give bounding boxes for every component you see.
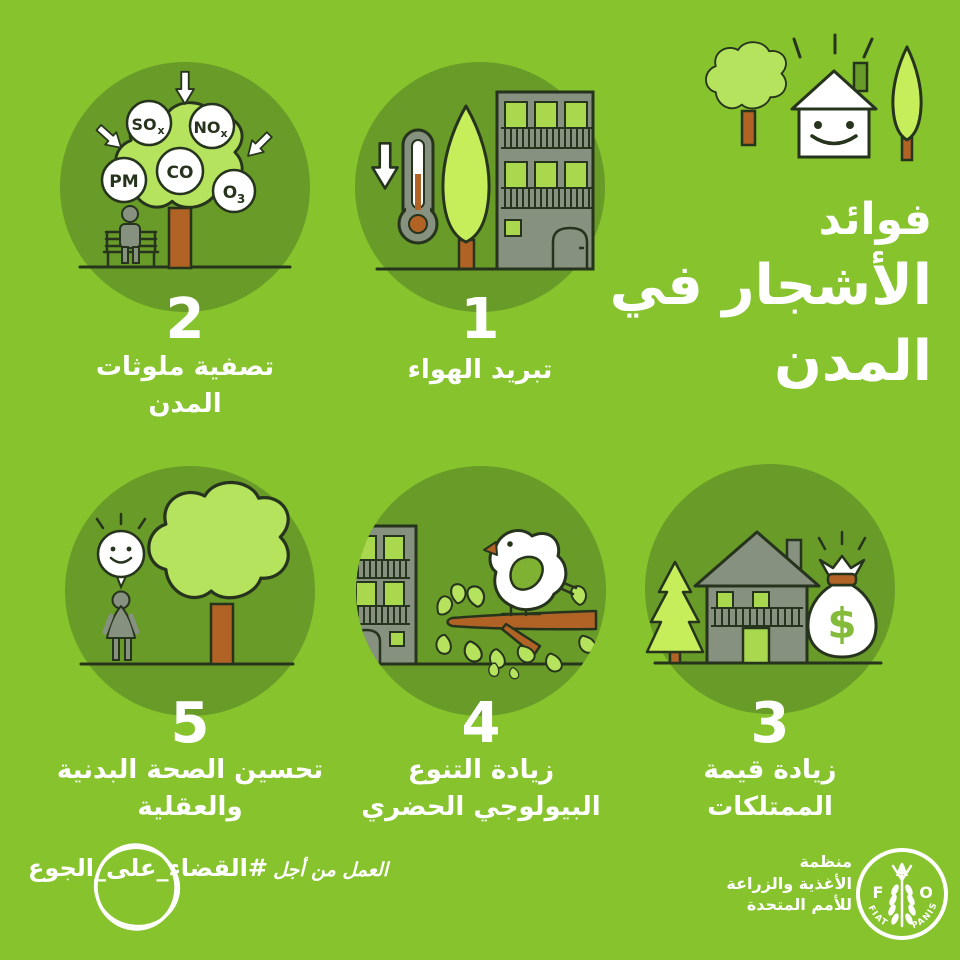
woman-icon [105, 592, 137, 661]
big-tree-icon [149, 482, 288, 664]
title-line-2: الأشجار في [609, 253, 932, 318]
thermometer-icon [399, 130, 437, 243]
house-icon [695, 532, 819, 663]
bird-icon [484, 531, 576, 615]
benefit-circle-health [65, 466, 315, 716]
fao-motto-fiat: FIAT [865, 903, 890, 930]
round-tree-icon [706, 42, 786, 145]
benefit-circle-pollutants [60, 62, 310, 312]
campaign-script-text: العمل من أجل [273, 859, 388, 881]
benefit-caption-5: تحسين الصحة البدنية والعقلية [56, 755, 324, 822]
apartment-building-icon [497, 92, 593, 269]
money-bag-icon [808, 532, 876, 657]
happy-house-icon [792, 35, 876, 157]
pollutant-sox: SO [131, 115, 157, 134]
benefit-circle-property [645, 464, 895, 714]
fao-letter-a: A [895, 861, 909, 880]
benefit-number-5: 5 [170, 691, 210, 756]
header-icons [702, 33, 934, 163]
sitting-person-icon [120, 206, 140, 263]
benefit-caption-4: زيادة التنوع البيولوجي الحضري [361, 755, 601, 822]
pollutant-nox: NO [193, 118, 221, 137]
cypress-tree-icon [893, 47, 921, 160]
benefit-circle-cooling [355, 62, 605, 312]
svg-text:3: 3 [236, 192, 246, 206]
benefit-number-4: 4 [461, 691, 501, 756]
pollutant-pm: PM [109, 172, 139, 192]
fao-logo-icon [854, 846, 950, 942]
title-line-1: فوائد [818, 194, 932, 245]
campaign-hashtag: #القضاء_على_الجوع [28, 854, 268, 882]
title-line-3: المدن [774, 329, 932, 394]
cypress-tree-icon [443, 106, 489, 269]
benefit-caption-1: تبريد الهواء [407, 355, 553, 385]
svg-text:PANIS [910, 901, 939, 932]
fao-motto-panis: PANIS [910, 900, 940, 932]
campaign-line [22, 854, 394, 924]
pine-tree-icon [647, 562, 703, 663]
benefit-number-3: 3 [750, 691, 790, 756]
svg-text:x: x [157, 124, 165, 137]
pollutant-o3: O [222, 183, 238, 203]
page-title [610, 192, 932, 400]
fao-letter-o: O [919, 883, 933, 902]
benefit-circle-biodiversity [356, 466, 606, 716]
temperature-down-arrow-icon [372, 143, 397, 188]
apartment-building-icon [356, 526, 416, 664]
benefit-number-2: 2 [165, 287, 205, 352]
pollutant-co: CO [166, 163, 194, 183]
fao-name: منظمة الأغذية والزراعة للأمم المتحدة [726, 852, 852, 914]
fao-letter-f: F [872, 883, 884, 902]
svg-text:x: x [220, 127, 228, 140]
happy-thought-bubble-icon [97, 514, 145, 587]
benefit-number-1: 1 [460, 287, 500, 352]
benefit-caption-2: تصفية ملوثات المدن [95, 352, 275, 419]
benefit-caption-3: زيادة قيمة الممتلكات [703, 755, 837, 822]
dollar-symbol: $ [827, 599, 857, 648]
